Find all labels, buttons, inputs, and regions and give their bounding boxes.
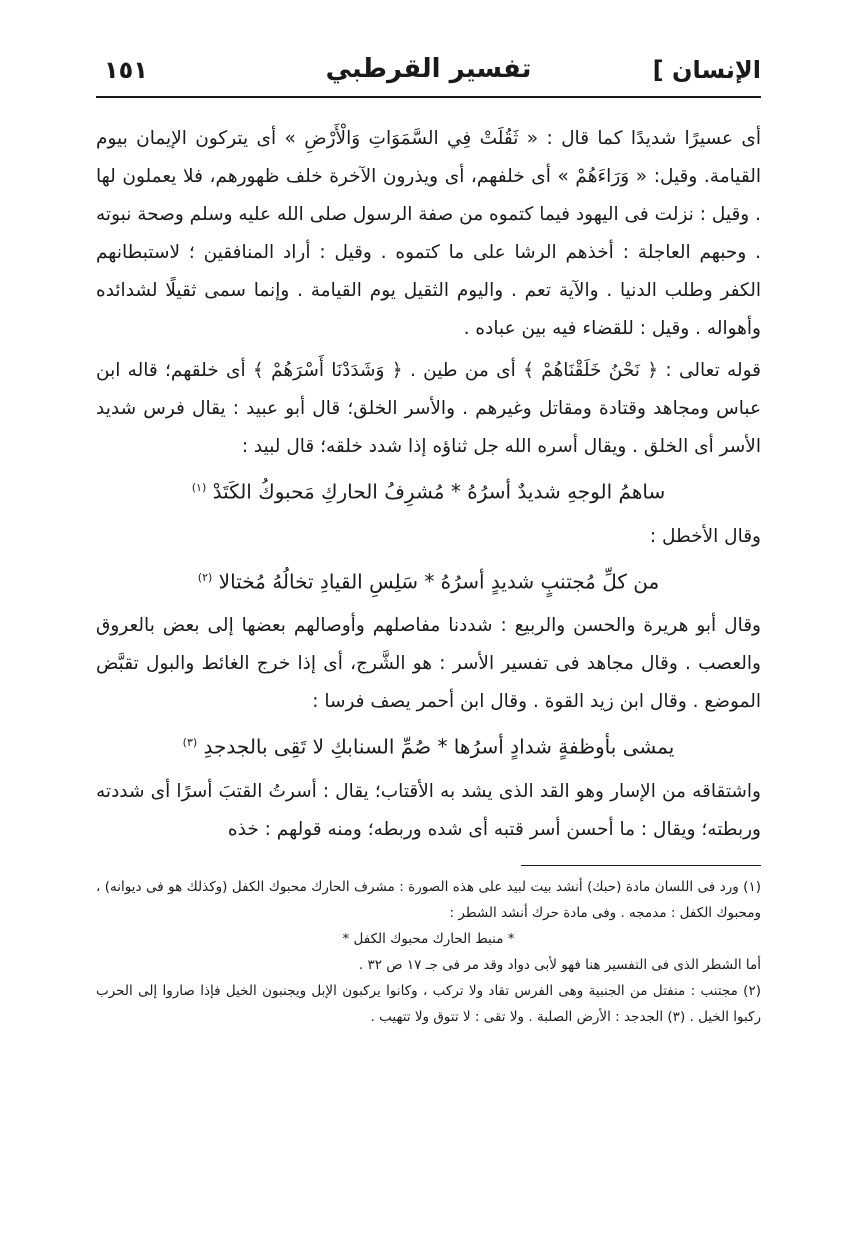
footnote-separator (521, 865, 761, 866)
chapter-title: الإنسان ] (652, 56, 761, 84)
footnotes (96, 874, 761, 1030)
verse-2-intro: وقال الأخطل : (649, 525, 761, 547)
verse-2-text: من كلِّ مُجتنبٍ شديدٍ أسرُهُ * سَلِسِ القيادِ تخالُهُ مُختالا (218, 569, 660, 594)
footnote-2-3: (٢) مجتنب : منفتل من الجنبية وهى الفرس تقاد ولا تركب ، وكانوا يركبون الإبل ويجنبون الخيل فإذا صاروا إلى الحرب ركبوا الخيل . (٣) الجدجد : الأرض الصلبة . ولا تقى : لا تتوق ولا تتهيب . (96, 982, 761, 1025)
running-header (96, 52, 761, 92)
verse-3-text: يمشى بأوظفةٍ شدادٍ أسرُها * صُمِّ السنابكِ لا تَقِى بالجدجدِ (203, 734, 675, 759)
verse-3 (96, 723, 761, 767)
main-text (96, 120, 761, 849)
verse-2 (96, 558, 761, 602)
paragraph-3: وقال أبو هريرة والحسن والربيع : شددنا مفاصلهم وأوصالهم بعضها إلى بعض بالعروق والعصب . وقال مجاهد فى تفسير الأسر : هو الشَّرج، أى إذا خرج الغائط والبول تقبَّض الموضع . وقال ابن زيد القوة . وقال ابن أحمر يصف فرسا : (96, 615, 761, 713)
book-title: تفسير القرطبي (325, 54, 532, 84)
header-rule (96, 96, 761, 98)
verse-3-footnote-ref: (٣) (182, 736, 198, 750)
footnote-1-verse: * منبط الحارك محبوك الكفل * (342, 930, 515, 947)
footnote-1-continued: أما الشطر الذى فى التفسير هنا فهو لأبى دواد وقد مر فى جـ ١٧ ص ٣٢ . (358, 956, 761, 973)
paragraph-1: أى عسيرًا شديدًا كما قال : « ثَقُلَتْ فِي السَّمَوَاتِ وَالْأَرْضِ » أى يتركون الإيمان بيوم القيامة. وقيل: « وَرَاءَهُمْ » أى خلفهم، أى ويذرون الآخرة خلف ظهورهم، فلا يعملون لها . وقيل : نزلت فى اليهود فيما كتموه من صفة الرسول صلى الله عليه وسلم وصحة نبوته . وحبهم العاجلة : أخذهم الرشا على ما كتموه . وقيل : أراد المنافقين ؛ لاستبطانهم الكفر وطلب الدنيا . والآية تعم . واليوم الثقيل يوم القيامة . وإنما سمى ثقيلًا لشدائده وأهواله . وقيل : للقضاء فيه بين عباده . (96, 128, 761, 339)
footnote-1: (١) ورد فى اللسان مادة (حبك) أنشد بيت لبيد على هذه الصورة : مشرف الحارك محبوك الكفل (وكذلك هو فى ديوانه) ، ومحبوك الكفل : مدمجه . وفى مادة حرك أنشد الشطر : (96, 878, 761, 921)
verse-1-text: ساهمُ الوجهِ شديدٌ أسرُهُ * مُشرِفُ الحاركِ مَحبوكُ الكَتَدْ (212, 479, 666, 504)
page-number: ١٥١ (104, 56, 148, 84)
verse-1-footnote-ref: (١) (191, 481, 207, 494)
paragraph-2: قوله تعالى : ﴿ نَحْنُ خَلَقْنَاهُمْ ﴾ أى من طين . ﴿ وَشَدَدْنَا أَسْرَهُمْ ﴾ أى خلقهم؛ قاله ابن عباس ومجاهد وقتادة ومقاتل وغيرهم . والأسر الخلق؛ قال أبو عبيد : يقال فرس شديد الأسر أى الخلق . ويقال أسره الله جل ثناؤه إذا شدد خلقه؛ قال لبيد : (96, 360, 761, 457)
paragraph-4: واشتقاقه من الإسار وهو القد الذى يشد به الأقتاب؛ يقال : أسرتُ القتبَ أسرًا أى شددته وربطته؛ ويقال : ما أحسن أسر قتبه أى شده وربطه؛ ومنه قولهم : خذه (96, 780, 761, 840)
page (96, 52, 761, 1030)
verse-2-footnote-ref: (٢) (197, 570, 213, 584)
verse-1 (96, 468, 761, 512)
